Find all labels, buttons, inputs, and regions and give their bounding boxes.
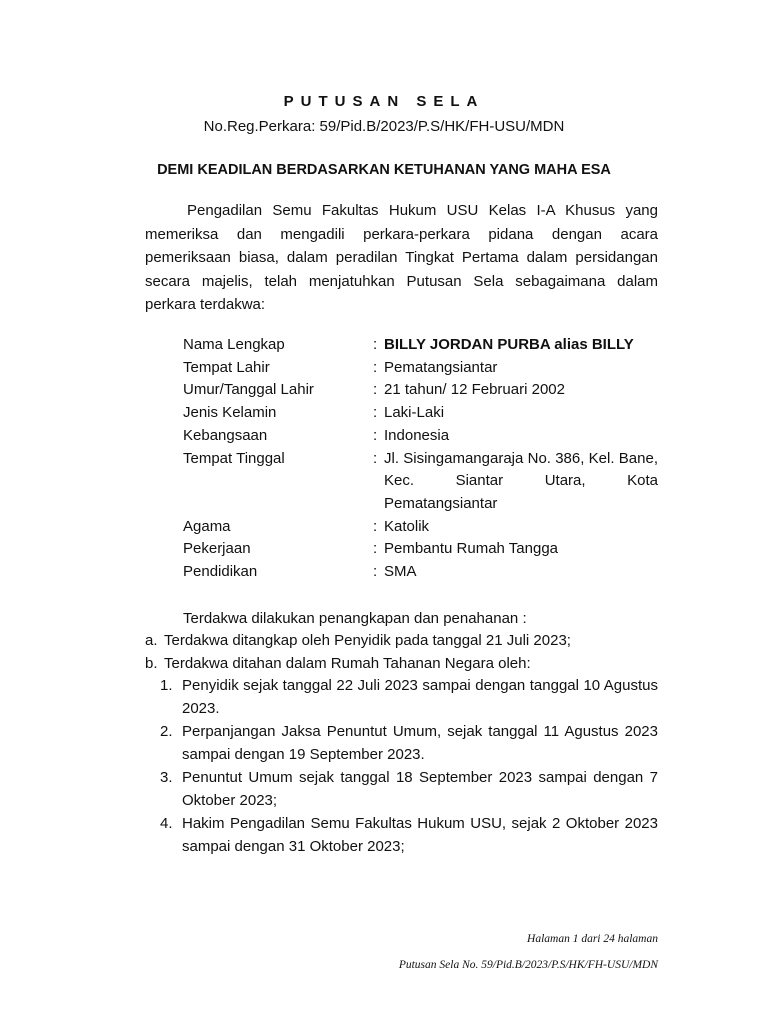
identity-row xyxy=(183,425,658,448)
identity-value: SMA xyxy=(384,563,417,581)
list-marker: 4. xyxy=(160,815,173,832)
identity-label: Tempat Lahir xyxy=(183,358,270,376)
identity-value: Katolik xyxy=(384,517,430,535)
detention-sublist xyxy=(160,674,658,858)
detention-intro: Terdakwa dilakukan penangkapan dan penahanan : xyxy=(183,610,527,627)
identity-colon: : xyxy=(373,404,378,422)
list-marker: 2. xyxy=(160,723,173,740)
identity-label: Jenis Kelamin xyxy=(183,404,277,422)
list-marker: b. xyxy=(145,655,158,672)
identity-value: Pematangsiantar xyxy=(384,358,498,376)
identity-colon: : xyxy=(373,336,378,353)
identity-row xyxy=(183,334,658,357)
list-item xyxy=(160,674,658,720)
list-item xyxy=(145,652,658,675)
identity-label: Pendidikan xyxy=(183,563,258,581)
identity-row xyxy=(183,448,658,516)
identity-colon: : xyxy=(373,358,378,376)
identity-colon: : xyxy=(373,381,378,399)
list-marker: a. xyxy=(145,632,158,649)
list-item xyxy=(160,812,658,858)
identity-value: Indonesia xyxy=(384,426,450,444)
identity-colon: : xyxy=(373,426,378,444)
identity-value: Laki-Laki xyxy=(384,404,445,422)
court-motto: DEMI KEADILAN BERDASARKAN KETUHANAN YANG MAHA ESA xyxy=(157,162,611,178)
list-text: Penyidik sejak tanggal 22 Juli 2023 sampai dengan tanggal 10 Agustus 2023. xyxy=(182,677,658,717)
identity-colon: : xyxy=(373,563,378,581)
detention-list xyxy=(145,629,658,675)
identity-value: Pembantu Rumah Tangga xyxy=(384,540,559,558)
identity-row xyxy=(183,357,658,380)
list-text: Penuntut Umum sejak tanggal 18 September 2023 sampai dengan 7 Oktober 2023; xyxy=(182,769,658,809)
identity-colon: : xyxy=(373,540,378,558)
identity-label: Tempat Tinggal xyxy=(183,449,285,467)
list-marker: 1. xyxy=(160,677,173,694)
page-number: Halaman 1 dari 24 halaman xyxy=(527,933,658,945)
identity-row xyxy=(183,379,658,402)
defendant-identity-table xyxy=(183,334,658,584)
identity-value: BILLY JORDAN PURBA alias BILLY xyxy=(384,336,634,353)
list-item xyxy=(160,720,658,766)
list-text: Terdakwa ditangkap oleh Penyidik pada tanggal 21 Juli 2023; xyxy=(164,632,571,649)
identity-row xyxy=(183,402,658,425)
list-text: Perpanjangan Jaksa Penuntut Umum, sejak tanggal 11 Agustus 2023 sampai dengan 19 September 2023. xyxy=(182,723,658,763)
list-marker: 3. xyxy=(160,769,173,786)
list-text: Hakim Pengadilan Semu Fakultas Hukum USU, sejak 2 Oktober 2023 sampai dengan 31 Oktober 2023; xyxy=(182,815,658,855)
identity-label: Agama xyxy=(183,517,231,535)
document-title: PUTUSAN SELA xyxy=(283,93,485,110)
list-item xyxy=(160,766,658,812)
identity-row xyxy=(183,561,658,584)
identity-label: Umur/Tanggal Lahir xyxy=(183,381,314,399)
identity-label: Kebangsaan xyxy=(183,426,268,444)
identity-label: Nama Lengkap xyxy=(183,336,285,353)
identity-label: Pekerjaan xyxy=(183,540,251,558)
document-reference: Putusan Sela No. 59/Pid.B/2023/P.S/HK/FH-USU/MDN xyxy=(398,959,658,971)
list-text: Terdakwa ditahan dalam Rumah Tahanan Negara oleh: xyxy=(164,655,531,672)
intro-paragraph: Pengadilan Semu Fakultas Hukum USU Kelas I-A Khusus yang memeriksa dan mengadili perkara-perkara pidana dengan acara pemeriksaan biasa, dalam peradilan Tingkat Pertama dalam persidangan secara majelis, telah menjatuhkan Putusan Sela sebagaimana dalam perkara terdakwa: xyxy=(145,202,658,313)
list-item xyxy=(145,629,658,652)
identity-row xyxy=(183,538,658,561)
identity-row xyxy=(183,516,658,539)
identity-colon: : xyxy=(373,517,378,535)
identity-value: Jl. Sisingamangaraja No. 386, Kel. Bane, Kec. Siantar Utara, Kota Pematangsiantar xyxy=(384,449,658,512)
registration-number: No.Reg.Perkara: 59/Pid.B/2023/P.S/HK/FH-USU/MDN xyxy=(203,118,565,135)
identity-colon: : xyxy=(373,449,378,467)
identity-value: 21 tahun/ 12 Februari 2002 xyxy=(384,381,565,399)
